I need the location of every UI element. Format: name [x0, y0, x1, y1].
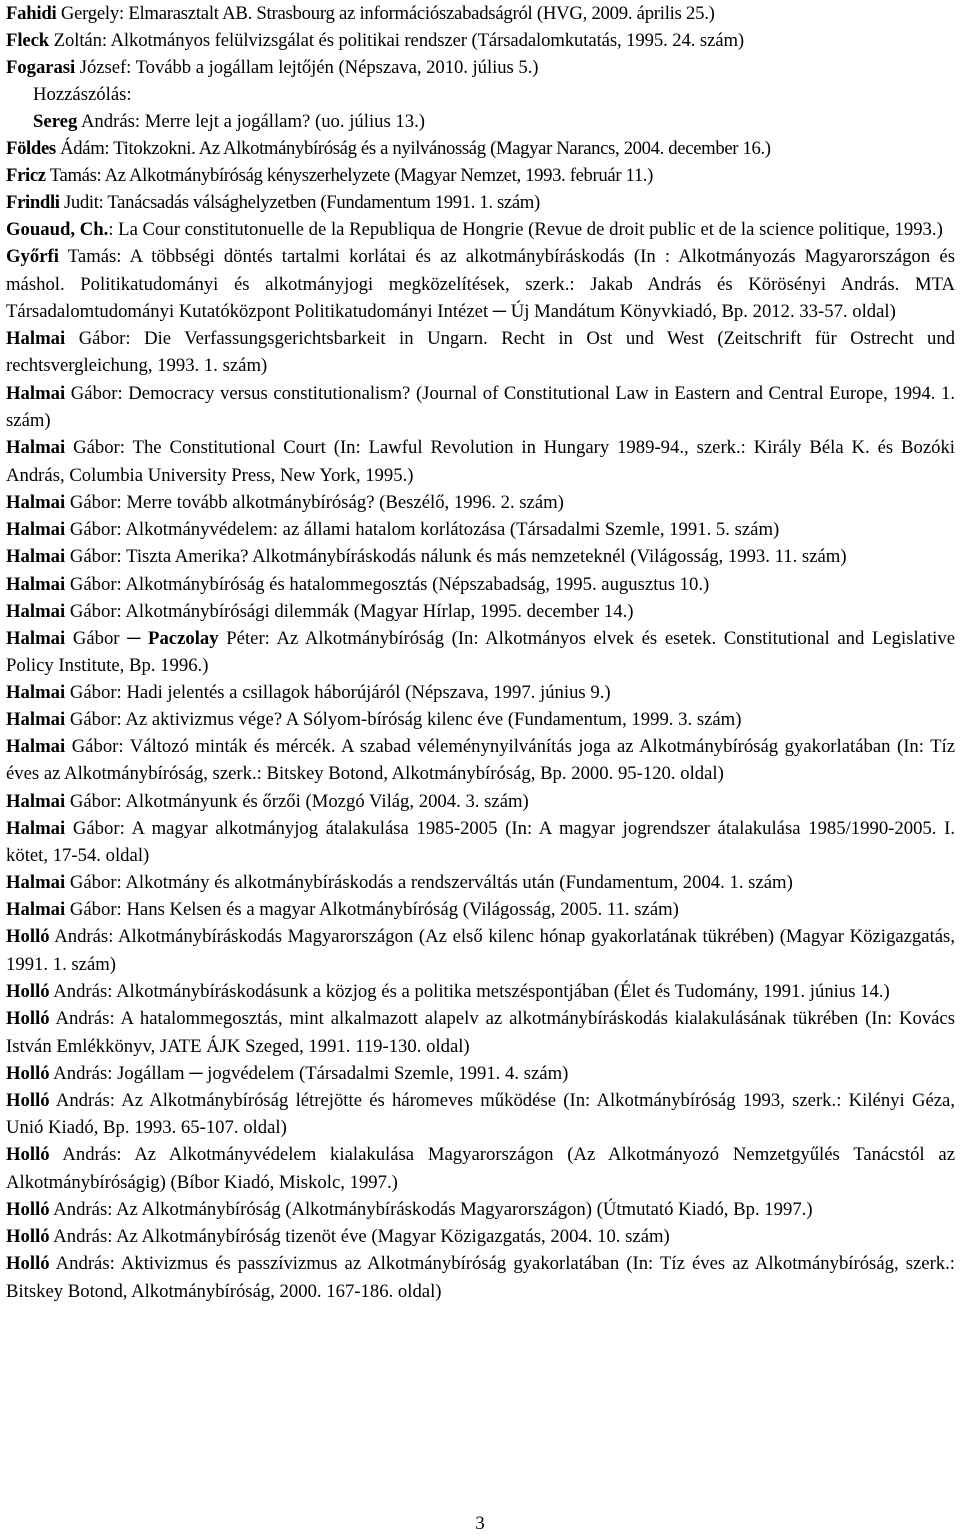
entry-text: The Constitutional Court (In: Lawful Revolution in Hungary 1989-94., szerk.: Király Béla K. és Bozóki András, Columbia University Press, New York, 1995.)	[6, 437, 956, 486]
entry-author-name: Gábor:	[71, 736, 124, 758]
entry-author: Holló	[6, 1226, 50, 1248]
entry-author-name: Gábor:	[69, 491, 122, 513]
bibliography-entry	[6, 679, 955, 706]
entry-text: Alkotmánybíróság és hatalommegosztás (Népszabadság, 1995. augusztus 10.)	[125, 573, 710, 595]
entry-author-name: Gábor:	[69, 573, 122, 595]
entry-author-name: Gábor ─ Paczolay Péter:	[72, 627, 270, 649]
entry-author: Halmai	[6, 790, 66, 812]
bibliography-entry	[6, 54, 955, 81]
entry-text: A többségi döntés tartalmi korlátai és az alkotmánybíráskodás (In : Alkotmányozás Magyarországon és máshol. Politikatudományi és alkotmányjogi megközelítések, szerk.: Jakab András és Körösényi András. MTA Társadalomtudományi Kutatóközpont Politikatudományi Intézet ─ Új Mandátum Könyvkiadó, Bp. 2012. 33-57. oldal)	[6, 246, 955, 322]
bibliography-page	[6, 0, 955, 1305]
entry-author: Gouaud, Ch.	[6, 219, 109, 240]
entry-text: Az aktivizmus vége? A Sólyom-bíróság kilenc éve (Fundamentum, 1999. 3. szám)	[125, 709, 742, 731]
entry-author: Holló	[6, 1008, 50, 1030]
entry-author-name: András:	[80, 111, 141, 132]
entry-author: Földes	[6, 138, 56, 159]
entry-text: Democracy versus constitutionalism? (Journal of Constitutional Law in Eastern and Central Europe, 1994. 1. szám)	[6, 382, 956, 432]
bibliography-entry	[6, 1223, 955, 1250]
bibliography-entry	[6, 625, 955, 680]
entry-author: Halmai	[6, 872, 66, 894]
entry-text: Alkotmányvédelem: az állami hatalom korlátozása (Társadalmi Szemle, 1991. 5. szám)	[125, 518, 780, 540]
bibliography-entry	[6, 0, 955, 27]
entry-author-name: Gábor:	[72, 817, 125, 839]
entry-author-name: András:	[54, 926, 114, 948]
entry-author: Fahidi	[6, 3, 57, 24]
entry-text: Tovább a jogállam lejtőjén (Népszava, 2010. július 5.)	[135, 57, 539, 78]
entry-author-name: Zoltán:	[53, 30, 107, 51]
entry-author-name: Tamás:	[49, 165, 102, 186]
bibliography-entry	[6, 1196, 955, 1223]
bibliography-entry	[6, 923, 955, 978]
entry-author-name: Gábor:	[69, 899, 122, 921]
entry-author: Holló	[6, 1144, 50, 1166]
entry-author-name: Gergely:	[60, 3, 124, 24]
entry-author-name: Gábor:	[69, 872, 122, 894]
entry-author-name: András:	[53, 1199, 113, 1221]
entry-author: Holló	[6, 1089, 50, 1111]
page-number: 3	[475, 1513, 485, 1534]
entry-author: Halmai	[6, 899, 66, 921]
entry-author: Halmai	[6, 437, 66, 459]
entry-author: Holló	[6, 1062, 50, 1084]
entry-author: Halmai	[6, 328, 66, 350]
entry-author-name: András:	[62, 1144, 122, 1166]
entry-author-name: Gábor:	[69, 546, 122, 568]
entry-author-name: András:	[53, 1226, 113, 1248]
bibliography-entry	[6, 1250, 955, 1305]
entry-author-name: Gábor:	[69, 682, 122, 704]
entry-author-name: Gábor:	[69, 600, 122, 622]
bibliography-entry	[6, 1060, 955, 1087]
bibliography-entry	[6, 325, 955, 380]
bibliography-entry	[6, 81, 955, 108]
entry-author: Fleck	[6, 30, 50, 51]
entry-author-name: András:	[55, 1008, 115, 1030]
entry-text: Az Alkotmánybíróság (Alkotmánybíráskodás Magyarországon) (Útmutató Kiadó, Bp. 1997.)	[116, 1199, 813, 1221]
entry-author-name: József:	[79, 57, 132, 78]
entry-author-name: Gábor:	[69, 709, 122, 731]
entry-text: Az Alkotmánybíróság (In: Alkotmányos elvek és esetek. Constitutional and Legislative Policy Institute, Bp. 1996.)	[6, 627, 955, 676]
entry-author: Fogarasi	[6, 57, 76, 78]
bibliography-entry	[6, 571, 955, 598]
bibliography-entry	[6, 598, 955, 625]
bibliography-entry	[6, 788, 955, 815]
entry-author: Halmai	[6, 709, 66, 731]
entry-text: Az Alkotmánybíróság kényszerhelyzete (Magyar Nemzet, 1993. február 11.)	[104, 165, 654, 186]
bibliography-entry	[6, 1141, 955, 1196]
entry-text: Hadi jelentés a csillagok háborújáról (Népszava, 1997. június 9.)	[126, 682, 611, 704]
entry-text: Alkotmánybíráskodás Magyarországon (Az első kilenc hónap gyakorlatának tükrében) (Magyar Közigazgatás, 1991. 1. szám)	[6, 926, 956, 975]
entry-author: Holló	[6, 926, 50, 948]
entry-author-name: Gábor:	[69, 790, 122, 812]
entry-text: Aktivizmus és passzívizmus az Alkotmánybíróság gyakorlatában (In: Tíz éves az Alkotmánybíróság, szerk.: Bitskey Botond, Alkotmánybíróság, 2000. 167-186. oldal)	[6, 1253, 956, 1302]
entry-author-name: Ádám:	[60, 138, 110, 159]
entry-author: Holló	[6, 980, 50, 1002]
entry-text: Merre tovább alkotmánybíróság? (Beszélő, 1996. 2. szám)	[126, 491, 564, 513]
entry-author: Halmai	[6, 627, 66, 649]
entry-author-name: Tamás:	[67, 246, 122, 268]
entry-author-name: András:	[53, 980, 113, 1002]
entry-text: Elmarasztalt AB. Strasbourg az információszabadságról (HVG, 2009. április 25.)	[128, 3, 715, 24]
entry-author-name: András:	[53, 1062, 113, 1084]
entry-text: Alkotmány és alkotmánybíráskodás a rendszerváltás után (Fundamentum, 2004. 1. szám)	[125, 872, 793, 894]
bibliography-entry	[6, 706, 955, 733]
bibliography-entry	[6, 733, 955, 788]
entry-author: Sereg	[33, 111, 78, 132]
entry-text: Titokzokni. Az Alkotmánybíróság és a nyilvánosság (Magyar Narancs, 2004. december 16.)	[113, 138, 771, 159]
entry-text: Tanácsadás válsághelyzetben (Fundamentum 1991. 1. szám)	[107, 192, 540, 213]
bibliography-entry	[6, 869, 955, 896]
entry-text: Alkotmányos felülvizsgálat és politikai rendszer (Társadalomkutatás, 1995. 24. szám)	[110, 30, 745, 51]
bibliography-entry	[6, 135, 955, 162]
entry-author-name: Judit:	[63, 192, 104, 213]
entry-author-name: Gábor:	[69, 518, 122, 540]
bibliography-entry	[6, 489, 955, 516]
entry-text: Die Verfassungsgerichtsbarkeit in Ungarn. Recht in Ost und West (Zeitschrift für Ostrecht und rechtsvergleichung, 1993. 1. szám)	[6, 328, 956, 377]
bibliography-entry	[6, 434, 955, 489]
entry-author: Holló	[6, 1253, 50, 1275]
entry-author: Halmai	[6, 736, 66, 758]
entry-text: Hozzászólás:	[33, 84, 132, 105]
entry-author: Halmai	[6, 573, 66, 595]
entry-text: A hatalommegosztás, mint alkalmazott alapelv az alkotmánybíráskodás kialakulásának tükrében (In: Kovács István Emlékkönyv, JATE ÁJK Szeged, 1991. 119-130. oldal)	[6, 1008, 955, 1057]
entry-text: Merre lejt a jogállam? (uo. július 13.)	[144, 111, 426, 132]
entry-text: A magyar alkotmányjog átalakulása 1985-2005 (In: A magyar jogrendszer átalakulása 1985/1990-2005. I. kötet, 17-54. oldal)	[6, 817, 956, 867]
entry-text: Változó minták és mércék. A szabad véleménynyilvánítás joga az Alkotmánybíróság gyakorlatában (In: Tíz éves az Alkotmánybíróság, szerk.: Bitskey Botond, Alkotmánybíróság, Bp. 2000. 95-120. oldal)	[6, 736, 956, 785]
bibliography-entry	[6, 815, 955, 870]
entry-text: Az Alkotmányvédelem kialakulása Magyarországon (Az Alkotmányozó Nemzetgyűlés Tanácstól az Alkotmánybíróságig) (Bíbor Kiadó, Miskolc, 1997.)	[6, 1144, 955, 1193]
entry-author: Fricz	[6, 165, 46, 186]
bibliography-entry	[6, 243, 955, 325]
bibliography-entry	[6, 543, 955, 570]
bibliography-entry	[6, 27, 955, 54]
bibliography-entry	[6, 1005, 955, 1060]
bibliography-entry	[6, 896, 955, 923]
entry-author: Halmai	[6, 518, 66, 540]
bibliography-entry	[6, 189, 955, 216]
entry-author: Halmai	[6, 682, 66, 704]
bibliography-entry	[6, 380, 955, 435]
entry-text: Az Alkotmánybíróság tizenöt éve (Magyar Közigazgatás, 2004. 10. szám)	[116, 1226, 670, 1248]
bibliography-entry	[6, 978, 955, 1005]
entry-author: Halmai	[6, 546, 66, 568]
bibliography-entry	[6, 516, 955, 543]
entry-text: : La Cour constitutonuelle de la Republiqua de Hongrie (Revue de droit public et de la science politique, 1993.)	[108, 219, 943, 240]
entry-text: Alkotmánybíráskodásunk a közjog és a politika metszéspontjában (Élet és Tudomány, 1991. június 14.)	[116, 980, 890, 1002]
entry-author: Halmai	[6, 382, 66, 404]
entry-text: Tiszta Amerika? Alkotmánybíráskodás nálunk és más nemzeteknél (Világosság, 1993. 11. szám)	[126, 546, 847, 568]
entry-author: Holló	[6, 1199, 50, 1221]
entry-author: Halmai	[6, 491, 66, 513]
entry-author: Halmai	[6, 817, 66, 839]
entry-author: Győrfi	[6, 246, 59, 268]
entry-author-name: Gábor:	[70, 382, 123, 404]
bibliography-entry	[6, 108, 955, 135]
bibliography-entry	[6, 216, 955, 243]
bibliography-entry	[6, 162, 955, 189]
entry-author-name: Gábor:	[78, 328, 131, 350]
entry-text: Az Alkotmánybíróság létrejötte és háromeves működése (In: Alkotmánybíróság 1993, szerk.: Kilényi Géza, Unió Kiadó, Bp. 1993. 65-107. oldal)	[6, 1089, 955, 1139]
entry-text: Alkotmányunk és őrzői (Mozgó Világ, 2004. 3. szám)	[125, 790, 529, 812]
entry-author: Halmai	[6, 600, 66, 622]
entry-author-name: András:	[55, 1253, 115, 1275]
entry-author-name: Gábor:	[73, 437, 125, 459]
entry-author-name: András:	[55, 1089, 115, 1111]
entry-author: Frindli	[6, 192, 60, 213]
entry-text: Jogállam ─ jogvédelem (Társadalmi Szemle, 1991. 4. szám)	[117, 1062, 569, 1084]
bibliography-entry	[6, 1087, 955, 1142]
entry-text: Alkotmánybírósági dilemmák (Magyar Hírlap, 1995. december 14.)	[125, 600, 634, 622]
entry-text: Hans Kelsen és a magyar Alkotmánybíróság (Világosság, 2005. 11. szám)	[126, 899, 679, 921]
